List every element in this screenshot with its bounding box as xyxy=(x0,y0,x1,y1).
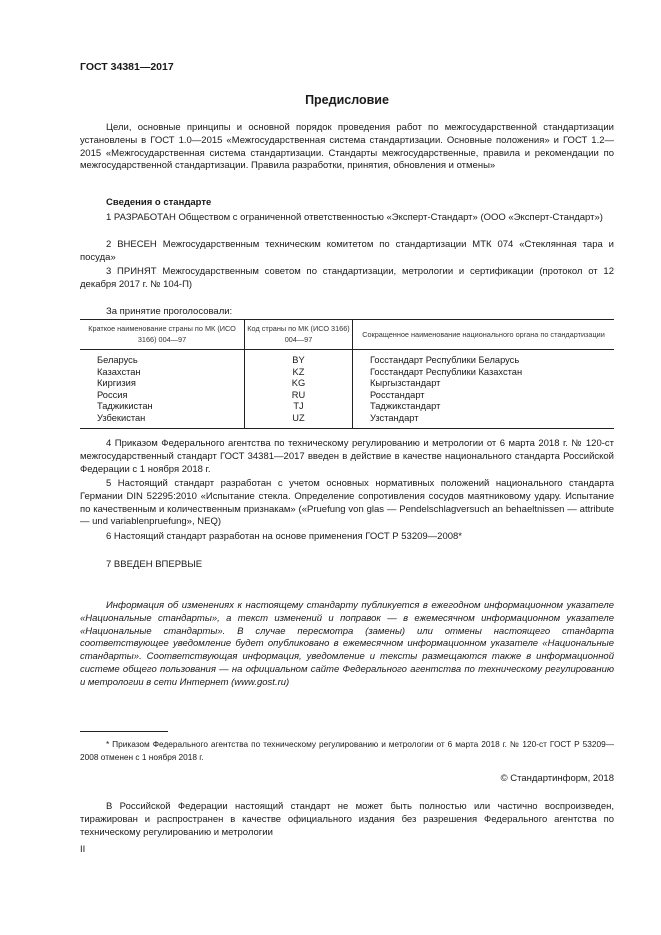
cell-body: Таджикстандарт xyxy=(353,401,615,413)
vote-table-header-row xyxy=(80,320,614,350)
info-item-3: 3 ПРИНЯТ Межгосударственным советом по стандартизации, метрологии и сертификации (протокол от 12 декабря 2017 г. № 104-П) xyxy=(80,266,614,290)
cell-body: Росстандарт xyxy=(353,390,615,402)
header-country-code: Код страны по МК (ИСО 3166) 004—97 xyxy=(245,320,353,350)
rights-notice: В Российской Федерации настоящий стандарт не может быть полностью или частично воспроизведен, тиражирован и распространен в качестве официального издания без разрешения Федерального агентства по техническому регулированию и метрологии xyxy=(80,801,614,838)
item-4-paragraph: 4 Приказом Федерального агентства по техническому регулированию и метрологии от 6 марта 2018 г. № 120-ст межгосударственный стандарт ГОСТ 34381—2017 введен в действие в качестве национального стандарта Российской Федерации с 1 ноября 2018 г. xyxy=(80,438,614,475)
cell-code: KG xyxy=(245,378,353,390)
cell-country: Казахстан xyxy=(97,366,141,377)
item-6-paragraph: 6 Настоящий стандарт разработан на основе применения ГОСТ Р 53209—2008* xyxy=(106,531,463,542)
cell-country: Узбекистан xyxy=(80,413,245,429)
page-title: Предисловие xyxy=(305,93,389,107)
info-item-1: 1 РАЗРАБОТАН Обществом с ограниченной ответственностью «Эксперт-Стандарт» (ООО «Эксперт-Стандарт») xyxy=(106,212,603,223)
header-national-body: Сокращенное наименование национального органа по стандартизации xyxy=(353,320,615,350)
cell-body: Узстандарт xyxy=(353,413,615,429)
cell-body: Кыргызстандарт xyxy=(353,378,615,390)
cell-country: Таджикистан xyxy=(97,401,153,411)
table-row xyxy=(80,378,614,390)
voted-label: За принятие проголосовали: xyxy=(106,306,233,317)
cell-code: UZ xyxy=(245,413,353,429)
header-country-name: Краткое наименование страны по МК (ИСО 3166) 004—97 xyxy=(80,320,245,350)
cell-code: BY xyxy=(245,350,353,367)
table-row xyxy=(80,413,614,429)
cell-country: Киргизия xyxy=(97,378,136,388)
page-number: II xyxy=(80,844,86,855)
table-row xyxy=(80,401,614,413)
cell-country: Беларусь xyxy=(97,355,138,365)
info-heading: Сведения о стандарте xyxy=(106,197,212,208)
item-5-paragraph: 5 Настоящий стандарт разработан с учетом основных нормативных положений национального стандарта Германии DIN 52295:2010 «Испытание стекла. Определение сопротивления сосудов маятниковому удару. Испытание по качественным и количественным признакам» («Pruefung von glas — Pendelschlagversuch an behaeltnissen — attribute — und variablenpruefung», NEQ) xyxy=(80,478,614,528)
table-row xyxy=(80,390,614,402)
table-row xyxy=(80,367,614,379)
cell-body: Госстандарт Республики Беларусь xyxy=(353,350,615,367)
copyright: © Стандартинформ, 2018 xyxy=(500,773,614,784)
item-7-paragraph: 7 ВВЕДЕН ВПЕРВЫЕ xyxy=(106,559,203,570)
cell-code: RU xyxy=(245,390,353,402)
cell-country: Россия xyxy=(97,389,128,400)
cell-code: TJ xyxy=(245,401,353,413)
vote-table xyxy=(80,319,614,429)
footnote-divider xyxy=(80,731,168,732)
intro-paragraph: Цели, основные принципы и основной порядок проведения работ по межгосударственной стандартизации установлены в ГОСТ 1.0—2015 «Межгосударственная система стандартизации. Основные положения» и ГОСТ 1.2—2015 «Межгосударственная система стандартизации. Стандарты межгосударственные, правила и рекомендации по межгосударственной стандартизации. Правила разработки, принятия, обновления и отмены» xyxy=(80,122,614,172)
info-item-2: 2 ВНЕСЕН Межгосударственным техническим комитетом по стандартизации МТК 074 «Стеклянная тара и посуда» xyxy=(80,239,614,263)
cell-code: KZ xyxy=(245,367,353,379)
table-row xyxy=(80,350,614,367)
cell-body: Госстандарт Республики Казахстан xyxy=(353,367,615,379)
footnote: * Приказом Федерального агентства по техническому регулированию и метрологии от 6 марта 2018 г. № 120-ст ГОСТ Р 53209—2008 отменен с 1 ноября 2018 г. xyxy=(80,739,614,762)
amendment-notice: Информация об изменениях к настоящему стандарту публикуется в ежегодном информационном указателе «Национальные стандарты», а текст изменений и поправок — в ежемесячном информационном указателе «Национальные стандарты». В случае пересмотра (замены) или отмены настоящего стандарта соответствующее уведомление будет опубликовано в ежемесячном информационном указателе «Национальные стандарты». Соответствующая информация, уведомление и тексты размещаются также в информационной системе общего пользования — на официальном сайте Федерального агентства по техническому регулированию и метрологии в сети Интернет (www.gost.ru) xyxy=(80,600,614,688)
standard-id-header: ГОСТ 34381—2017 xyxy=(80,61,174,73)
